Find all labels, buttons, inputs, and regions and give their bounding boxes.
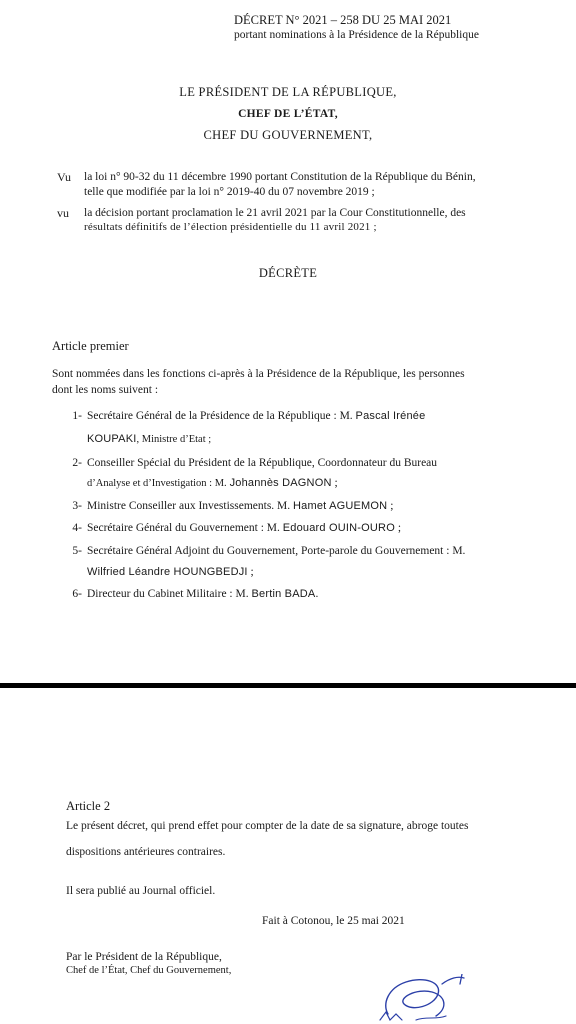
article-1-intro: dont les noms suivent :	[52, 384, 159, 396]
list-item-end: ;	[247, 566, 254, 578]
list-item-function: Conseiller Spécial du Président de la République, Coordonnateur du Bureau	[87, 457, 438, 469]
signatory-line: Chef de l’État, Chef du Gouvernement,	[66, 965, 232, 976]
list-item-number: 4-	[72, 522, 82, 534]
visa-mark: Vu	[57, 170, 71, 184]
list-item-function: Ministre Conseiller aux Investissements. M.	[87, 500, 291, 512]
article-2-text: Le présent décret, qui prend effet pour compter de la date de sa signature, abroge toutes	[66, 820, 469, 832]
list-item-number: 1-	[72, 410, 82, 422]
list-item-text	[87, 432, 211, 447]
list-item-text	[87, 476, 338, 491]
list-item-text	[87, 587, 318, 602]
appointee-name: Wilfried Léandre HOUNGBEDJI	[87, 566, 248, 578]
list-item-function: d’Analyse et d’Investigation : M.	[87, 478, 227, 489]
visa-text: la loi n° 90-32 du 11 décembre 1990 portant Constitution de la République du Bénin,	[84, 171, 476, 183]
publication-note: Il sera publié au Journal officiel.	[66, 885, 216, 897]
decree-subject: portant nominations à la Présidence de la République	[234, 29, 479, 41]
article-2-text: dispositions antérieures contraires.	[66, 846, 226, 858]
signatory-line: Par le Président de la République,	[66, 951, 222, 963]
list-item-text	[87, 499, 393, 514]
appointee-name: Hamet AGUEMON	[293, 500, 388, 512]
list-item-end: ;	[387, 500, 394, 512]
list-item-text	[87, 521, 401, 536]
appointee-name: KOUPAKI	[87, 433, 137, 445]
appointee-name: Pascal Irénée	[355, 410, 426, 422]
list-item-number: 6-	[72, 588, 82, 600]
list-item-function: Secrétaire Général du Gouvernement : M.	[87, 522, 280, 534]
list-item-text	[87, 409, 425, 424]
header-president: LE PRÉSIDENT DE LA RÉPUBLIQUE,	[179, 85, 397, 99]
list-item-function: Secrétaire Général Adjoint du Gouvernement, Porte-parole du Gouvernement : M.	[87, 545, 466, 557]
header-chef-gouvernement: CHEF DU GOUVERNEMENT,	[203, 128, 373, 142]
list-item-function: Secrétaire Général de la Présidence de la République : M.	[87, 410, 353, 422]
visa-text: résultats définitifs de l’élection présidentielle du 11 avril 2021 ;	[84, 221, 377, 233]
header-chef-etat: CHEF DE L’ÉTAT,	[238, 108, 338, 120]
appointee-name: Bertin BADA	[251, 588, 316, 600]
visa-text: la décision portant proclamation le 21 avril 2021 par la Cour Constitutionnelle, des	[84, 207, 466, 219]
article-2-title: Article 2	[66, 799, 111, 813]
visa-mark: vu	[57, 206, 69, 220]
decrete-heading: DÉCRÈTE	[258, 266, 318, 280]
place-date: Fait à Cotonou, le 25 mai 2021	[262, 915, 405, 927]
appointee-name: Edouard OUIN-OURO	[282, 522, 395, 534]
list-item-end: ;	[331, 477, 338, 489]
list-item-number: 3-	[72, 500, 82, 512]
list-item-function: Directeur du Cabinet Militaire : M.	[87, 588, 249, 600]
handwritten-signature	[376, 974, 486, 1024]
article-1-intro: Sont nommées dans les fonctions ci-après à la Présidence de la République, les personnes	[52, 368, 465, 380]
list-item-end: .	[315, 588, 319, 600]
appointee-name: Johannès DAGNON	[229, 477, 332, 489]
article-1-title: Article premier	[52, 339, 129, 353]
list-item-number: 5-	[72, 545, 82, 557]
decree-number: DÉCRET N° 2021 – 258 DU 25 MAI 2021	[234, 13, 452, 27]
list-item-end: ;	[394, 522, 402, 534]
visa-text: telle que modifiée par la loi n° 2019-40 du 07 novembre 2019 ;	[84, 186, 375, 198]
list-item-text	[87, 565, 254, 580]
list-item-number: 2-	[72, 457, 82, 469]
list-item-function: , Ministre d’Etat ;	[136, 434, 212, 445]
document-page-2	[0, 688, 576, 1024]
